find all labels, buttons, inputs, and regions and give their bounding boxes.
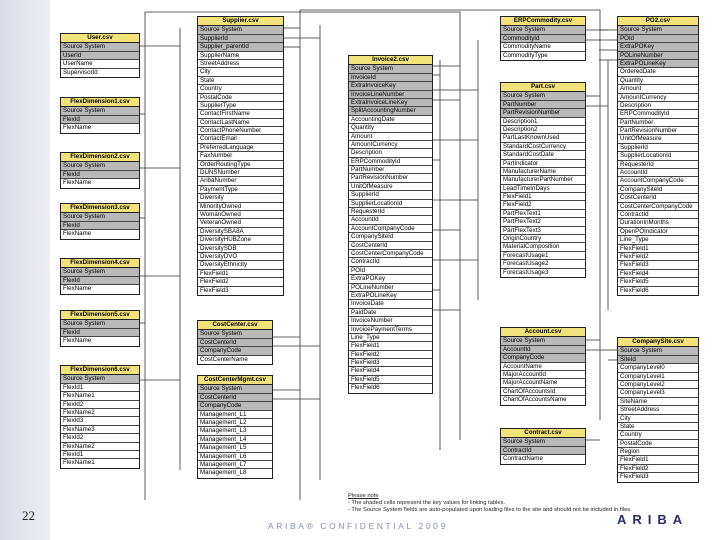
field: ChartOfAccountsName <box>503 396 567 404</box>
field: City <box>618 415 698 423</box>
key-field: Source System <box>501 438 585 446</box>
field: UnitOfMeasure <box>618 135 698 143</box>
field: ManufacturerName <box>501 168 585 176</box>
table-costcentermgmt <box>197 375 273 479</box>
notes-line-2: - The Source System fields are auto-populated upon loading files to the site and should not be included in files. <box>348 507 632 513</box>
field: FlexField4 <box>349 367 432 375</box>
field: Description2 <box>501 126 585 134</box>
field: AccountId <box>349 216 432 224</box>
field: ExtraPOKey <box>349 275 432 283</box>
table-title: FlexDimension1.csv <box>61 98 139 107</box>
table-title: FlexDimension2.csv <box>61 153 139 162</box>
field: OpenPOIndicator <box>618 228 698 236</box>
page-number: 22 <box>22 508 35 523</box>
key-field: POLineNumber <box>618 52 698 60</box>
field: FlexField1 <box>349 342 432 350</box>
field: MajorAccountId <box>501 371 585 379</box>
field: Amount <box>618 85 698 93</box>
field: StreetAddress <box>198 60 283 68</box>
field: Description <box>618 102 698 110</box>
field: DiversitySDB <box>198 245 283 253</box>
field: PartNumber <box>618 119 698 127</box>
field: Management_L6 <box>198 453 272 461</box>
table-title: Contract.csv <box>501 429 585 438</box>
field: FlexName1 <box>61 392 139 400</box>
field: FlexField2 <box>198 278 283 286</box>
field: POId <box>349 267 432 275</box>
key-field: CompanyCode <box>198 402 272 410</box>
field: FlexField1 <box>618 245 698 253</box>
connector-top <box>145 12 460 20</box>
field: DUNSNumber <box>198 169 283 177</box>
key-field: Supplier_parentId <box>198 43 283 51</box>
field: RequesterId <box>618 161 698 169</box>
field: CostCenterCompanyCode <box>618 203 698 211</box>
key-field: ExtraPOKey <box>618 43 698 51</box>
key-field: ExtraInvoiceKey <box>349 82 432 90</box>
field: State <box>618 423 698 431</box>
field: FlexField2 <box>618 465 698 473</box>
field: ExtraPOLineKey <box>349 292 432 300</box>
field: FlexId1 <box>61 384 139 392</box>
key-field: CostCenterId <box>198 394 272 402</box>
table-flexdim2 <box>60 152 140 189</box>
notes-line-1: - The shaded cells represent the key values for linking tables. <box>348 500 506 506</box>
table-flexdim5 <box>60 310 140 347</box>
key-field: FlexId <box>61 171 139 179</box>
field: SupplierName <box>198 52 283 60</box>
field: FlexField6 <box>620 286 649 294</box>
field: SupplierId <box>349 191 432 199</box>
field: CommodityType <box>503 51 548 59</box>
field: SupervisorId <box>63 68 98 76</box>
field: FaxNumber <box>198 152 283 160</box>
table-costcenter <box>197 320 273 365</box>
field: StandardCostDate <box>501 151 585 159</box>
field: StandardCostCurrency <box>501 143 585 151</box>
key-field: CompanyCode <box>198 347 272 355</box>
key-field: Source System <box>501 337 585 345</box>
key-field: PartRevisionNumber <box>501 109 585 117</box>
key-field: InvoiceId <box>349 74 432 82</box>
field: AccountId <box>618 169 698 177</box>
field: Quantity <box>349 124 432 132</box>
field: ChartOfAccountsId <box>501 388 585 396</box>
table-part <box>500 82 586 278</box>
field: AccountCompanyCode <box>349 225 432 233</box>
field: AccountCompanyCode <box>618 177 698 185</box>
field: CostCenterId <box>618 194 698 202</box>
field: AribaNumber <box>198 177 283 185</box>
field: PartLastKnownUsed <box>501 134 585 142</box>
field: Region <box>618 448 698 456</box>
field: PaidDate <box>349 309 432 317</box>
table-flexdim4 <box>60 258 140 295</box>
key-field: Source System <box>618 347 698 355</box>
field: CompanyLevel2 <box>618 381 698 389</box>
field: ForecastUsage3 <box>503 268 549 276</box>
table-po <box>617 16 699 296</box>
field: Management_L4 <box>198 436 272 444</box>
key-field: Source System <box>198 26 283 34</box>
field: ContactLastName <box>198 119 283 127</box>
field: FlexField2 <box>501 201 585 209</box>
field: Management_L8 <box>200 469 247 477</box>
field: DiversityDVO <box>198 253 283 261</box>
field: Management_L2 <box>198 419 272 427</box>
field: FlexName3 <box>61 426 139 434</box>
field: PartFlexText1 <box>501 210 585 218</box>
field: FlexField6 <box>351 384 380 392</box>
diagram-notes <box>348 493 632 514</box>
field: VeteranOwned <box>198 219 283 227</box>
field: PostalCode <box>618 440 698 448</box>
field: MaterialComposition <box>501 243 585 251</box>
field: ERPCommodityId <box>618 110 698 118</box>
field: RequesterId <box>349 208 432 216</box>
field: SiteName <box>618 398 698 406</box>
field: ManufacturerPartNumber <box>501 176 585 184</box>
field: FlexName <box>63 179 92 187</box>
table-title: CostCenterMgmt.csv <box>198 376 272 385</box>
field: CostCenterCompanyCode <box>349 250 432 258</box>
field: FlexId2 <box>61 401 139 409</box>
field: Management_L7 <box>198 461 272 469</box>
field: SupplierLocationId <box>349 200 432 208</box>
field: SupplierType <box>198 102 283 110</box>
field: PartIndicator <box>501 160 585 168</box>
field: InvoicePaymentTerms <box>349 326 432 334</box>
key-field: SiteId <box>618 356 698 364</box>
key-field: Source System <box>61 107 139 115</box>
field: UnitOfMeasure <box>349 183 432 191</box>
field: PartRevisionNumber <box>618 127 698 135</box>
key-field: Source System <box>61 375 139 383</box>
field: AccountName <box>501 363 585 371</box>
field: MinorityOwned <box>198 203 283 211</box>
key-field: PartNumber <box>501 101 585 109</box>
table-title: Part.csv <box>501 83 585 92</box>
field: MajorAccountName <box>501 379 585 387</box>
field: Quantity <box>618 77 698 85</box>
field: PaymentType <box>198 186 283 194</box>
field: POLineNumber <box>349 284 432 292</box>
field: Management_L1 <box>198 411 272 419</box>
field: FlexField1 <box>618 456 698 464</box>
field: Management_L5 <box>198 444 272 452</box>
field: ContractName <box>503 455 543 463</box>
field: FlexName <box>63 124 92 132</box>
field: Description <box>349 149 432 157</box>
table-title: CostCenter.csv <box>198 321 272 330</box>
field: FlexId2 <box>61 434 139 442</box>
field: PreferredLanguage <box>198 144 283 152</box>
field: FlexId1 <box>61 451 139 459</box>
field: FlexField3 <box>620 473 649 481</box>
key-field: FlexId <box>61 222 139 230</box>
key-field: Source System <box>198 385 272 393</box>
key-field: CostCenterId <box>198 339 272 347</box>
table-title: ERPCommodity.csv <box>501 17 585 26</box>
field: FlexId3 <box>61 417 139 425</box>
table-account <box>500 327 586 406</box>
field: FlexField3 <box>349 359 432 367</box>
field: PartRevisionNumber <box>349 174 432 182</box>
table-erpcommodity <box>500 16 586 61</box>
field: WomanOwned <box>198 211 283 219</box>
field: CostCenterName <box>200 355 248 363</box>
field: PartNumber <box>349 166 432 174</box>
key-field: Source System <box>61 268 139 276</box>
field: OriginCountry <box>501 235 585 243</box>
field: OrderRoutingType <box>198 161 283 169</box>
key-field: InvoiceLineNumber <box>349 91 432 99</box>
confidential-footer: ARIBA® CONFIDENTIAL 2009 <box>268 521 448 531</box>
field: FlexField2 <box>618 253 698 261</box>
key-field: Source System <box>61 320 139 328</box>
key-field: Source System <box>61 213 139 221</box>
key-field: CompanyCode <box>501 354 585 362</box>
field: FlexName <box>63 230 92 238</box>
field: CompanyLevel0 <box>618 364 698 372</box>
field: CompanySiteId <box>349 233 432 241</box>
key-field: Source System <box>61 43 139 51</box>
field: Country <box>198 85 283 93</box>
field: DurationInMonths <box>618 219 698 227</box>
field: InvoiceDate <box>349 300 432 308</box>
field: DiversityHUBZone <box>198 236 283 244</box>
field: FlexField3 <box>200 286 229 294</box>
field: ContactFirstName <box>198 110 283 118</box>
table-title: FlexDimension3.csv <box>61 204 139 213</box>
key-field: FlexId <box>61 116 139 124</box>
field: FlexName2 <box>61 409 139 417</box>
table-flexdim3 <box>60 203 140 240</box>
ariba-logo: ARIBA <box>617 512 689 527</box>
field: FlexName <box>63 337 92 345</box>
field: FlexName <box>63 285 92 293</box>
table-contract <box>500 428 586 465</box>
field: OrderedDate <box>618 68 698 76</box>
table-user <box>60 33 140 78</box>
field: FlexField4 <box>618 270 698 278</box>
field: Line_Type <box>349 334 432 342</box>
notes-title: Please note <box>348 493 379 499</box>
key-field: ContractId <box>501 447 585 455</box>
field: CompanySiteId <box>618 186 698 194</box>
table-title: Supplier.csv <box>198 17 283 26</box>
field: FlexField5 <box>349 376 432 384</box>
field: Amount <box>349 133 432 141</box>
key-field: Source System <box>501 92 585 100</box>
table-title: Account.csv <box>501 328 585 337</box>
field: FlexField1 <box>198 270 283 278</box>
field: Line_Type <box>618 236 698 244</box>
key-field: Source System <box>501 26 585 34</box>
table-invoice <box>348 55 433 394</box>
field: CompanyLevel1 <box>618 373 698 381</box>
key-field: ExtraPOLineKey <box>618 60 698 68</box>
field: CompanyLevel3 <box>618 389 698 397</box>
field: CommodityName <box>501 43 585 51</box>
field: AccountingDate <box>349 116 432 124</box>
table-supplier <box>197 16 284 296</box>
field: Diversity <box>198 194 283 202</box>
field: Management_L3 <box>198 427 272 435</box>
key-field: SupplierId <box>198 35 283 43</box>
key-field: AccountId <box>501 346 585 354</box>
field: ContractId <box>349 258 432 266</box>
key-field: CommodityId <box>501 35 585 43</box>
table-title: User.csv <box>61 34 139 43</box>
table-flexdim1 <box>60 97 140 134</box>
field: FlexName2 <box>61 443 139 451</box>
key-field: SplitAccountingNumber <box>349 107 432 115</box>
field: SupplierLocationId <box>618 152 698 160</box>
field: PartFlexText3 <box>501 227 585 235</box>
field: FlexName1 <box>63 459 95 467</box>
field: AmountCurrency <box>618 94 698 102</box>
field: State <box>198 77 283 85</box>
field: ContactPhoneNumber <box>198 127 283 135</box>
field: DiversityEthnicity <box>198 261 283 269</box>
table-flexdim6 <box>60 365 140 469</box>
key-field: Source System <box>618 26 698 34</box>
field: FlexField5 <box>618 278 698 286</box>
field: UserName <box>61 60 139 68</box>
key-field: FlexId <box>61 329 139 337</box>
key-field: UserId <box>61 52 139 60</box>
key-field: ExtraInvoiceLineKey <box>349 99 432 107</box>
field: ForecastUsage2 <box>501 260 585 268</box>
field: LeadTimeInDays <box>501 185 585 193</box>
field: InvoiceNumber <box>349 317 432 325</box>
field: DiversitySBA8A <box>198 228 283 236</box>
key-field: Source System <box>61 162 139 170</box>
key-field: Source System <box>198 330 272 338</box>
field: FlexField3 <box>618 261 698 269</box>
table-companysite <box>617 337 699 483</box>
field: AmountCurrency <box>349 141 432 149</box>
table-title: PO2.csv <box>618 17 698 26</box>
field: PostalCode <box>198 94 283 102</box>
field: ERPCommodityId <box>349 158 432 166</box>
field: Country <box>618 431 698 439</box>
field: ContactEmail <box>198 135 283 143</box>
field: ContractId <box>618 211 698 219</box>
table-title: CompanySite.csv <box>618 338 698 347</box>
table-title: Invoice2.csv <box>349 56 432 65</box>
key-field: Source System <box>349 65 432 73</box>
table-title: FlexDimension6.csv <box>61 366 139 375</box>
field: SupplierId <box>618 144 698 152</box>
field: PartFlexText2 <box>501 218 585 226</box>
field: FlexField2 <box>349 351 432 359</box>
table-title: FlexDimension5.csv <box>61 311 139 320</box>
key-field: FlexId <box>61 277 139 285</box>
field: City <box>198 68 283 76</box>
key-field: POId <box>618 35 698 43</box>
field: FlexField1 <box>501 193 585 201</box>
field: CostCenterId <box>349 242 432 250</box>
field: Description1 <box>501 118 585 126</box>
field: ForecastUsage1 <box>501 252 585 260</box>
field: StreetAddress <box>618 406 698 414</box>
table-title: FlexDimension4.csv <box>61 259 139 268</box>
